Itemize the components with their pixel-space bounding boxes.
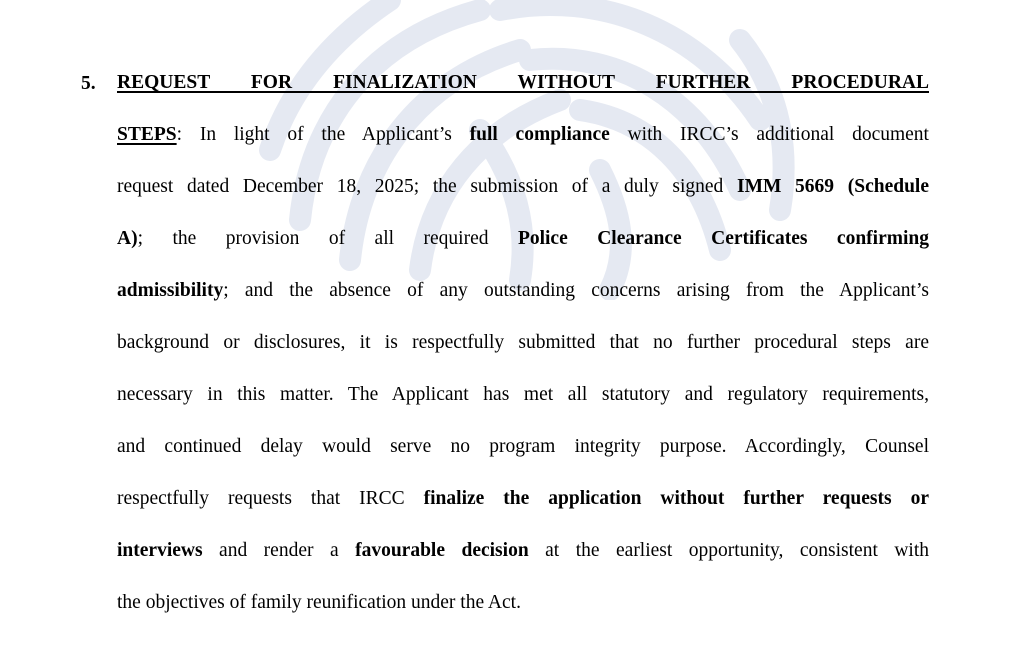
text-line [117,486,929,512]
text-run: necessary in this matter. The Applicant has met all statutory and regulatory requirements, [117,384,929,405]
text-line [117,590,929,616]
text-line [117,278,929,304]
paragraph-number: 5. [81,73,96,94]
text-run: respectfully requests that IRCC [117,488,424,509]
bold-run: favourable decision [355,540,529,561]
bold-run: A) [117,228,138,249]
text-line [117,434,929,460]
text-run: at the earliest opportunity, consistent with [528,540,930,561]
text-line [117,122,929,148]
bold-run: finalize the application without further requests or [423,488,929,509]
text-run: the objectives of family reunification under the Act. [117,592,521,613]
text-line [117,382,929,408]
lion-head-watermark-icon [180,0,840,300]
bold-run: interviews [117,540,203,561]
text-line [117,330,929,356]
text-run: ; and the absence of any outstanding concerns arising from the Applicant’s [223,280,929,301]
text-run: ; the provision of all required [137,228,518,249]
text-run: with IRCC’s additional document [609,124,929,145]
bold-run: admissibility [117,280,224,301]
text-run: : In light of the Applicant’s [176,124,470,145]
text-run: and render a [202,540,356,561]
text-run: and continued delay would serve no program integrity purpose. Accordingly, Counsel [117,436,929,457]
text-line [117,538,929,564]
bold-run: full compliance [469,124,610,145]
text-run: request dated December 18, 2025; the submission of a duly signed [117,176,737,197]
text-line [117,174,929,200]
bold-run: Police Clearance Certificates confirming [517,228,930,249]
text-line [117,226,929,252]
bold-run: IMM 5669 (Schedule [736,176,929,197]
text-run: background or disclosures, it is respectfully submitted that no further procedural steps are [117,332,929,353]
paragraph-heading-continued: STEPS [117,124,177,145]
paragraph-heading: REQUEST FOR FINALIZATION WITHOUT FURTHER PROCEDURAL [117,72,929,93]
